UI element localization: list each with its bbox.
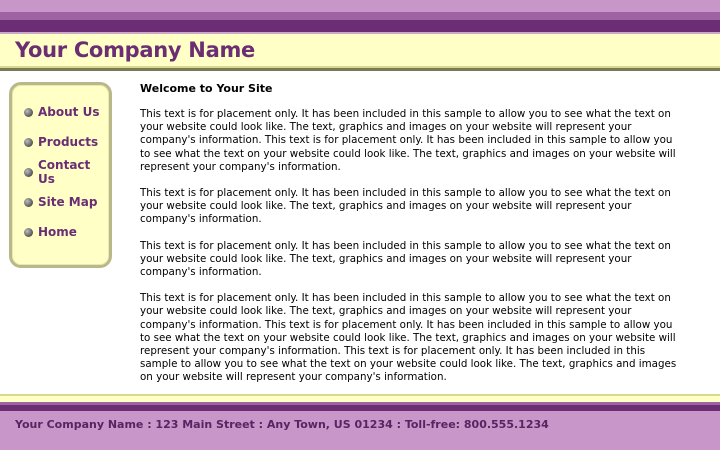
content-paragraph: This text is for placement only. It has been included in this sample to allow you to see what the text on your website could look like. The text, graphics and images on your website will represent your company's information. [140,187,671,226]
sidebar-item-label[interactable]: Site Map [38,195,98,209]
main-content [140,82,685,398]
site-title[interactable]: Your Company Name [15,38,255,62]
bullet-icon [24,198,33,207]
sidebar-item-label[interactable]: Products [38,135,99,149]
sidebar-item-label[interactable]: About Us [38,105,100,119]
sidebar-item-contact-us[interactable] [24,158,109,186]
sidebar-nav [9,82,112,268]
top-decorative-band [0,0,720,12]
bullet-icon [24,228,33,237]
bullet-icon [24,138,33,147]
content-paragraph: This text is for placement only. It has been included in this sample to allow you to see what the text on your website could look like. The text, graphics and images on your website will represent your company's information. This text is for placement only. It has been included in this sample to allow you to see what the text on your website could look like. The text, graphics and images on your website will represent your company's information. This text is for placement only. It has been included in this sample to allow you to see what the text on your website could look like. The text, graphics and images on your website will represent your company's information. [140,292,677,384]
footer-address: Your Company Name : 123 Main Street : Any Town, US 01234 : Toll-free: 800.555.1234 [15,418,549,431]
site-header [0,34,720,66]
sidebar-item-products[interactable] [24,134,98,150]
bullet-icon [24,108,33,117]
bullet-icon [24,168,33,177]
sidebar-item-site-map[interactable] [24,194,97,210]
sidebar-item-home[interactable] [24,224,77,240]
top-decorative-band [0,12,720,20]
sidebar-item-about-us[interactable] [24,104,99,120]
sidebar-item-label[interactable]: Contact Us [38,158,91,186]
header-divider [0,68,720,71]
content-paragraph: This text is for placement only. It has been included in this sample to allow you to see what the text on your website could look like. The text, graphics and images on your website will represent your company's information. This text is for placement only. It has been included in this sample to allow you to see what the text on your website could look like. The text, graphics and images on your website will represent your company's information. [140,108,676,173]
site-footer [0,411,720,450]
page-heading: Welcome to Your Site [140,82,273,95]
top-decorative-band [0,20,720,32]
sidebar-item-label[interactable]: Home [38,225,77,239]
content-paragraph: This text is for placement only. It has been included in this sample to allow you to see what the text on your website could look like. The text, graphics and images on your website will represent your company's information. [140,239,671,279]
